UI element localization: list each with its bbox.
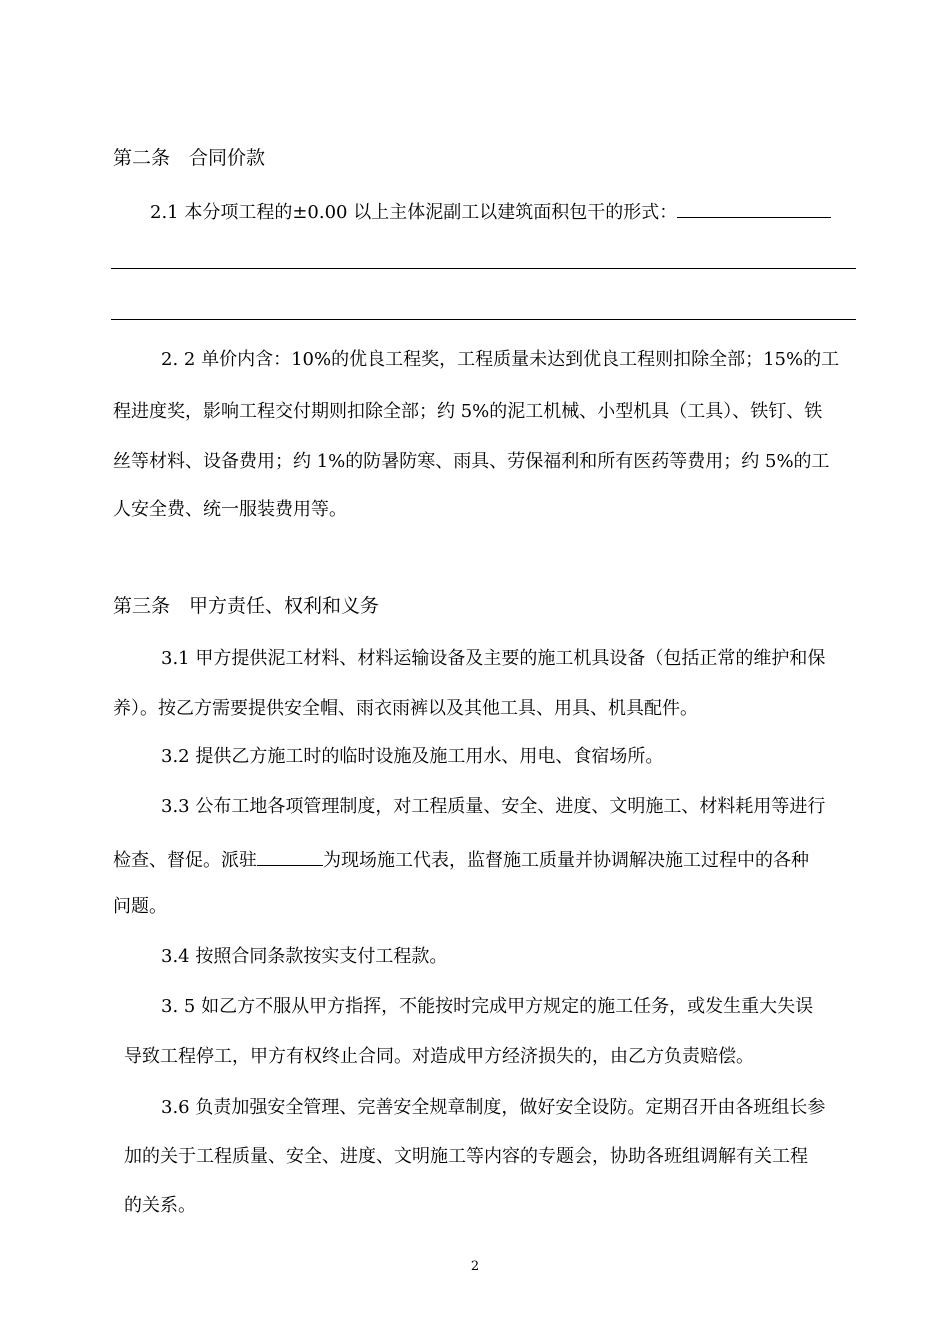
clause-2-2-line-2: 程进度奖，影响工程交付期则扣除全部；约 5%的泥工机械、小型机具（工具）、铁钉、铁	[113, 401, 823, 422]
clause-3-3-line-2-before: 检查、督促。派驻	[113, 849, 257, 871]
page-number: 2	[470, 1259, 480, 1274]
clause-2-2-line-1: 2. 2 单价内含：10%的优良工程奖，工程质量未达到优良工程则扣除全部；15%的工	[161, 349, 840, 370]
clause-3-2: 3.2 提供乙方施工时的临时设施及施工用水、用电、食宿场所。	[161, 746, 664, 767]
article-2-heading: 第二条 合同价款	[113, 147, 266, 169]
clause-3-6-line-2: 加的关于工程质量、安全、进度、文明施工等内容的专题会，协助各班组调解有关工程	[124, 1146, 808, 1167]
blank-line-full-2	[111, 319, 856, 320]
clause-3-3-line-2-after: 为现场施工代表，监督施工质量并协调解决施工过程中的各种	[323, 849, 809, 871]
clause-2-2-line-3: 丝等材料、设备费用；约 1%的防暑防寒、雨具、劳保福利和所有医药等费用；约 5%的工	[113, 451, 830, 472]
clause-3-1-line-1: 3.1 甲方提供泥工材料、材料运输设备及主要的施工机具设备（包括正常的维护和保	[161, 648, 826, 669]
clause-3-5-line-2: 导致工程停工，甲方有权终止合同。对造成甲方经济损失的，由乙方负责赔偿。	[124, 1046, 754, 1067]
clause-2-2-line-4: 人安全费、统一服装费用等。	[113, 499, 347, 520]
blank-line-price	[677, 198, 831, 218]
article-3-heading: 第三条 甲方责任、权利和义务	[113, 595, 380, 617]
clause-3-3-line-1: 3.3 公布工地各项管理制度，对工程质量、安全、进度、文明施工、材料耗用等进行	[161, 796, 826, 817]
blank-line-full-1	[111, 268, 856, 269]
clause-3-6-line-1: 3.6 负责加强安全管理、完善安全规章制度，做好安全设防。定期召开由各班组长参	[161, 1097, 826, 1118]
clause-3-1-line-2: 养）。按乙方需要提供安全帽、雨衣雨裤以及其他工具、用具、机具配件。	[113, 698, 698, 719]
clause-3-6-line-3: 的关系。	[124, 1195, 196, 1216]
clause-3-3-line-3: 问题。	[113, 896, 167, 917]
clause-3-5-line-1: 3. 5 如乙方不服从甲方指挥，不能按时完成甲方规定的施工任务，或发生重大失误	[161, 996, 814, 1017]
clause-3-3-line-2	[113, 846, 809, 873]
clause-2-1	[150, 198, 831, 225]
clause-3-4: 3.4 按照合同条款按实支付工程款。	[161, 946, 448, 967]
clause-2-1-text: 2.1 本分项工程的±0.00 以上主体泥副工以建筑面积包干的形式：	[150, 201, 678, 223]
blank-line-representative	[257, 846, 323, 866]
